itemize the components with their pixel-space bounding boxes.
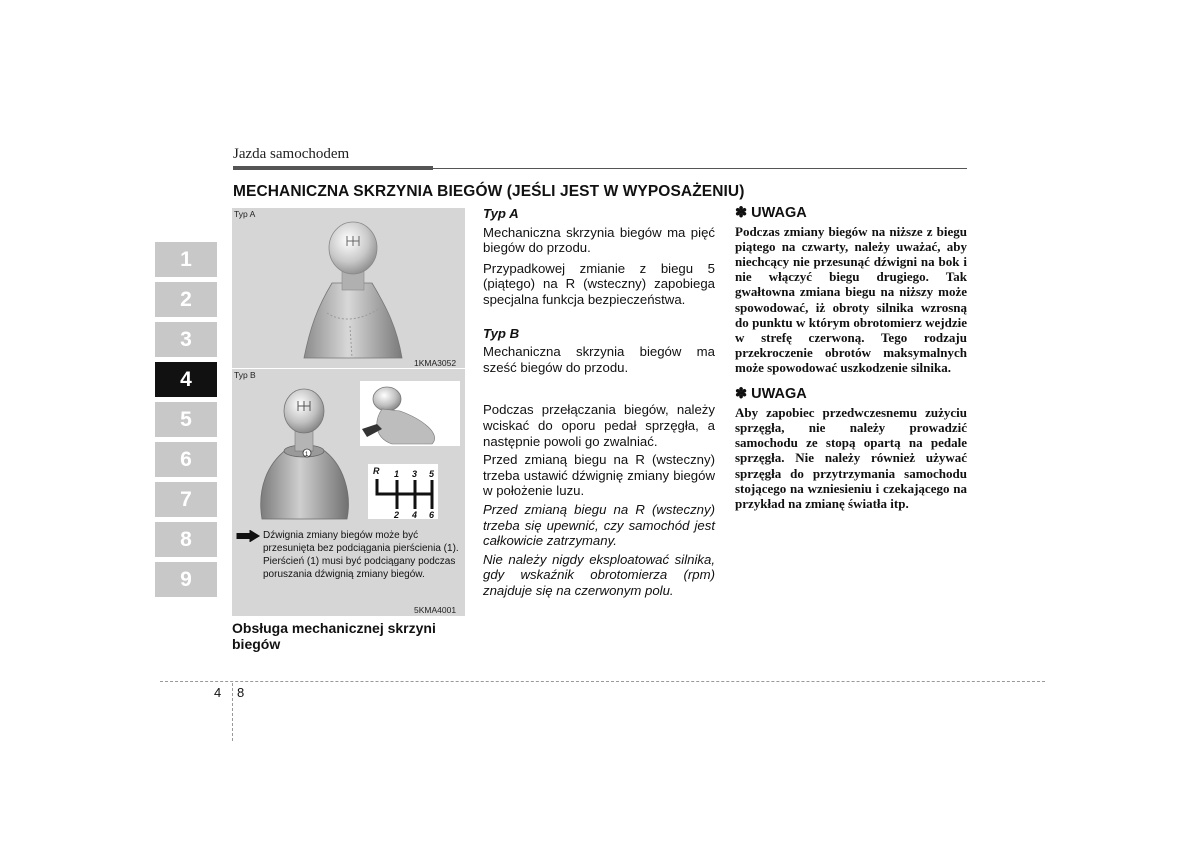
solid-arrow-icon (236, 556, 263, 557)
gear-label: 6 (429, 510, 435, 520)
legend-item (236, 530, 464, 555)
figure-caption: Obsługa mechanicznej skrzyni biegów (232, 620, 436, 652)
legend-text: Pierścień (1) musi być podciągany podczas poruszania dźwignią zmiany biegów. (263, 556, 456, 580)
subheading-typ-a: Typ A (483, 206, 519, 221)
warning-text: Podczas zmiany biegów na niższe z biegu piątego na czwarty, należy uważać, aby niechcący nie przesunąć dźwigni na bok i nie włączyć biegu drugiego. Tak gwałtowna zmiana biegu na niższy może spowodować, iż obroty silnika wzrosną do punktu w którym obrotomierz wejdzie w strefę czerwoną. Tego rodzaju przekroczenie obrotów maksymalnych może spowodować uszkodzenie silnika. (735, 224, 967, 375)
paragraph-italic: Nie należy nigdy eksploatować silnika, gdy wskaźnik obrotomierza (rpm) znajduje się na czerwonym polu. (483, 551, 715, 598)
chapter-tabs (155, 242, 217, 602)
chapter-tab[interactable]: 3 (155, 322, 217, 357)
figure-label: Typ A (234, 209, 256, 219)
chapter-tab[interactable]: 2 (155, 282, 217, 317)
figure-type-b (232, 369, 465, 616)
gear-label: 3 (412, 469, 418, 479)
warning-text: Aby zapobiec przedwczesnemu zużyciu sprzęgła, nie należy prowadzić samochodu ze stopą opartą na pedale sprzęgła. Nie należy również używać sprzęgła do przytrzymania samochodu stojącego na wzniesieniu i czekającego na przykład na zmianę światła itp. (735, 405, 967, 511)
header-rule (433, 168, 967, 169)
chapter-tab[interactable]: 5 (155, 402, 217, 437)
paragraph: Mechaniczna skrzynia biegów ma pięć biegów do przodu. (483, 224, 715, 256)
footer-rule (160, 681, 1045, 682)
chapter-tab-active[interactable]: 4 (155, 362, 217, 397)
gear-label: 2 (394, 510, 400, 520)
body-column-3 (735, 206, 967, 511)
gear-label: 5 (429, 469, 435, 479)
gear-label: R (373, 466, 380, 476)
paragraph: Przypadkowej zmianie z biegu 5 (piątego) na R (wsteczny) zapobiega specjalna funkcja bezpieczeństwa. (483, 260, 715, 307)
section-title: MECHANICZNA SKRZYNIA BIEGÓW (JEŚLI JEST W WYPOSAŻENIU) (233, 183, 745, 200)
figure-type-a (232, 208, 465, 368)
warning-title: ✽ UWAGA (735, 205, 807, 221)
chapter-tab[interactable]: 7 (155, 482, 217, 517)
gear-label: 1 (394, 469, 400, 479)
subheading-typ-b: Typ B (483, 325, 520, 341)
paragraph: Podczas przełączania biegów, należy wciskać do oporu pedał sprzęgła, a następnie powoli go zwalniać. (483, 402, 715, 449)
ring-marker-label: 1 (305, 452, 309, 458)
chapter-tab[interactable]: 8 (155, 522, 217, 557)
gear-shift-ring-illustration (232, 369, 465, 529)
paragraph: Przed zmianą biegu na R (wsteczny) trzeba ustawić dźwignię zmiany biegów w położenie luzu. (483, 452, 715, 499)
body-column-2 (483, 206, 715, 598)
paragraph: Mechaniczna skrzynia biegów ma sześć biegów do przodu. (483, 344, 715, 375)
legend-item (236, 556, 464, 581)
legend-text: Dźwignia zmiany biegów może być przesunięta bez podciągania pierścienia (1). (263, 530, 459, 554)
warning-title: ✽ UWAGA (735, 386, 807, 403)
figure-code: 1KMA3052 (414, 358, 457, 368)
gear-label: 4 (412, 510, 418, 520)
chapter-tab[interactable]: 9 (155, 562, 217, 597)
chapter-tab[interactable]: 6 (155, 442, 217, 477)
chapter-tab[interactable]: 1 (155, 242, 217, 277)
figure-legend (236, 530, 464, 582)
running-head: Jazda samochodem (233, 146, 350, 162)
header-bar (233, 166, 433, 170)
gear-shift-knob-illustration (232, 208, 465, 368)
page-number: 8 (237, 685, 245, 700)
figure-code: 5KMA4001 (414, 605, 457, 615)
paragraph-italic: Przed zmianą biegu na R (wsteczny) trzeba się upewnić, czy samochód jest całkowicie zatrzymany. (483, 501, 715, 549)
footer-divider (232, 683, 233, 741)
gear-pattern-diagram (368, 464, 438, 520)
figure-label: Typ B (234, 370, 256, 380)
page-chapter-number: 4 (214, 685, 222, 700)
